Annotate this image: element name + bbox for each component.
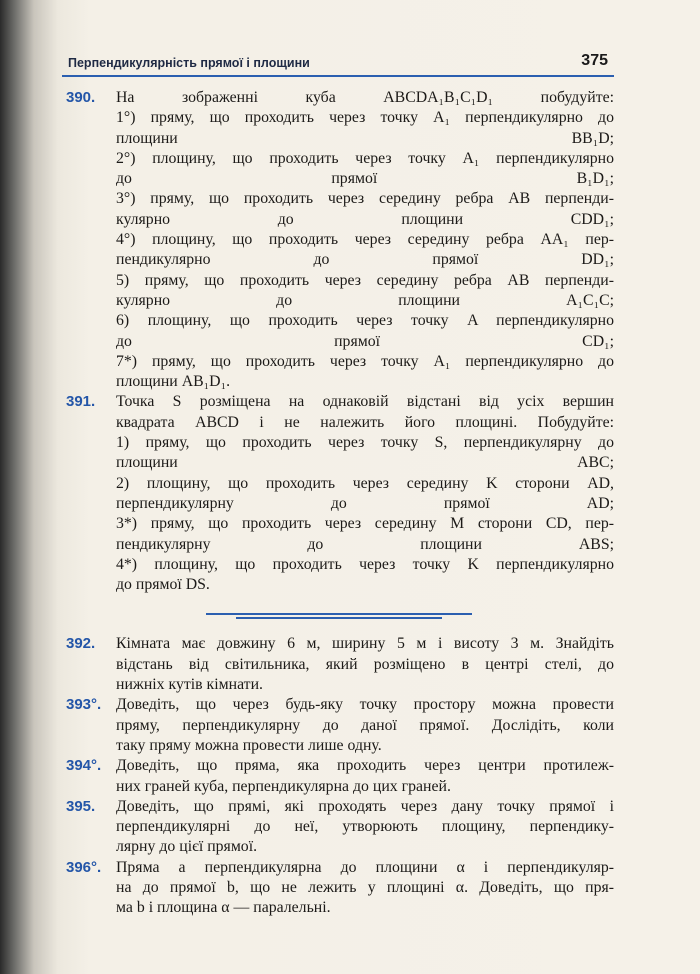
problem-text-line: площини BB₁D;	[116, 129, 614, 147]
problem-text-line: Кімната має довжину 6 м, ширину 5 м і висоту 3 м. Знайдіть	[116, 635, 614, 653]
problem-text-line: пендикулярну до площини ABS;	[116, 535, 614, 553]
problem-item	[66, 88, 614, 392]
problem-text-line: площини ABC;	[116, 454, 614, 472]
problem-text-line: 5) пряму, що проходить через середину ребра AB перпенди-	[116, 271, 614, 289]
problem-text-line: пендикулярно до прямої DD₁;	[116, 251, 614, 269]
problem-text-line: 1°) пряму, що проходить через точку A₁ перпендикулярно до	[116, 109, 614, 127]
problem-text-line: кулярно до площини CDD₁;	[116, 210, 614, 228]
header-rule	[62, 75, 614, 77]
problem-text-line: 6) площину, що проходить через точку A перпендикулярно	[116, 312, 614, 330]
problem-text-line: 3*) пряму, що проходить через середину M сторони CD, пер-	[116, 515, 614, 533]
page-content	[66, 88, 614, 919]
problem-number: 395.	[66, 797, 96, 815]
problem-number: 391.	[66, 393, 96, 411]
problem-number: 394°.	[66, 757, 102, 775]
problem-text-line: перпендикулярну до прямої AD;	[116, 494, 614, 512]
problem-number: 393°.	[66, 696, 102, 714]
problem-text-line: ма b і площина α — паралельні.	[116, 899, 331, 917]
problem-group-construction	[66, 88, 614, 595]
problem-text-line: перпендикулярні до неї, утворюють площину, перпендику-	[116, 818, 614, 836]
problem-text-line: до прямої B₁D₁;	[116, 170, 614, 188]
problem-item	[66, 797, 614, 858]
problem-text-line: до прямої CD₁;	[116, 332, 614, 350]
problem-number: 390.	[66, 89, 96, 106]
problem-item	[66, 858, 614, 919]
problem-text-line: на до прямої b, що не лежить у площині α. Доведіть, що пря-	[116, 878, 614, 896]
problem-item	[66, 392, 614, 595]
problem-text-line: 1) пряму, що проходить через точку S, перпендикулярну до	[116, 434, 614, 452]
problem-text-line: 4*) площину, що проходить через точку K перпендикулярно	[116, 555, 614, 573]
problem-text-line: Точка S розміщена на однаковій відстані від усіх вершин	[116, 393, 614, 411]
problem-text-line: нижніх кутів кімнати.	[116, 676, 263, 694]
problem-group-proofs	[66, 634, 614, 918]
problem-text-line: до прямої DS.	[116, 576, 210, 594]
problem-text-line: лярну до цієї прямої.	[116, 838, 258, 856]
page-header	[62, 52, 614, 74]
problem-text-line: 2°) площину, що проходить через точку A₁ перпендикулярно	[116, 149, 614, 167]
problem-text-line: 7*) пряму, що проходить через точку A₁ перпендикулярно до	[116, 352, 614, 370]
problem-text-line: Доведіть, що прямі, які проходять через дану точку прямої і	[116, 797, 614, 815]
problem-text-line: площини AB₁D₁.	[116, 373, 231, 391]
problem-text-line: пряму, перпендикулярну до даної прямої. Дослідіть, коли	[116, 716, 614, 734]
problem-text-line: Доведіть, що через будь-яку точку простору можна провести	[116, 696, 614, 714]
problem-text-line: 4°) площину, що проходить через середину ребра AA₁ пер-	[116, 231, 614, 249]
problem-item	[66, 695, 614, 756]
problem-text-line: На зображенні куба ABCDA₁B₁C₁D₁ побудуйте:	[116, 89, 614, 106]
problem-text-line: них граней куба, перпендикулярна до цих граней.	[116, 777, 451, 795]
problem-text-line: відстань від світильника, який розміщено в центрі стелі, до	[116, 655, 614, 673]
problem-item	[66, 634, 614, 695]
problem-text-line: квадрата ABCD і не належить його площині. Побудуйте:	[116, 413, 614, 431]
problem-text-line: таку пряму можна провести лише одну.	[116, 736, 382, 754]
problem-text-line: Доведіть, що пряма, яка проходить через центри протилеж-	[116, 757, 614, 775]
problem-number: 396°.	[66, 858, 102, 876]
problem-text-line: Пряма a перпендикулярна до площини α і перпендикуляр-	[116, 858, 614, 876]
page-number: 375	[581, 52, 608, 69]
problem-number: 392.	[66, 635, 96, 653]
section-divider	[206, 613, 472, 620]
problem-text-line: 2) площину, що проходить через середину K сторони AD,	[116, 474, 614, 492]
problem-item	[66, 756, 614, 797]
problem-text-line: кулярно до площини A₁C₁C;	[116, 291, 614, 309]
running-title: Перпендикулярність прямої і площини	[68, 56, 310, 70]
problem-text-line: 3°) пряму, що проходить через середину ребра AB перпенди-	[116, 190, 614, 208]
